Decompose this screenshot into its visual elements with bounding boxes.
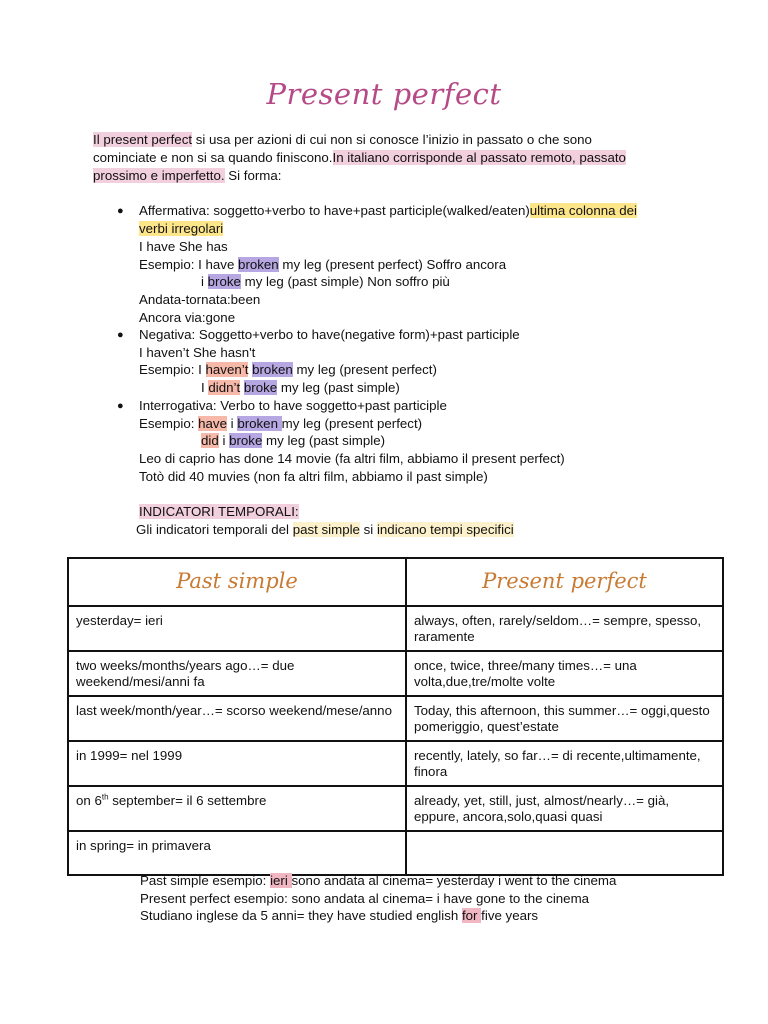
highlight-for: for	[461, 908, 482, 923]
highlight-broke: broke	[207, 274, 241, 289]
int-line-1: Interrogativa: Verbo to have soggetto+past participle	[139, 398, 447, 413]
cell-present: already, yet, still, just, almost/nearly…= già, eppure, ancora,solo,quasi quasi	[406, 786, 723, 831]
neg-text: my leg (present perfect)	[292, 362, 437, 377]
cell-present: always, often, rarely/seldom…= sempre, spesso, raramente	[406, 606, 723, 651]
bullet-icon: ●	[117, 400, 124, 412]
example-text: Past simple esempio:	[140, 873, 271, 888]
highlight-broken: broken	[238, 257, 279, 272]
highlight-specific: indicano tempi specifici	[376, 522, 514, 537]
intro-text: si usa per azioni di cui non si conosce l’inizio in passato o che sono	[192, 132, 592, 147]
cell-present: Today, this afternoon, this summer…= oggi,questo pomeriggio, quest’estate	[406, 696, 723, 741]
example-line-3	[140, 907, 538, 925]
indicators-line	[136, 521, 514, 539]
intro-line-1	[93, 131, 592, 149]
aff-line-7: Ancora via:gone	[139, 310, 236, 325]
table-row	[68, 831, 723, 875]
aff-text: Esempio: I have	[139, 257, 239, 272]
highlight-broken: broken	[237, 416, 282, 431]
highlight-present-perfect: Il present perfect	[93, 132, 193, 147]
intro-line-3	[93, 167, 281, 185]
int-text: i	[218, 433, 230, 448]
aff-text: my leg (present perfect) Soffro ancora	[278, 257, 507, 272]
cell-past: last week/month/year…= scorso weekend/mese/anno	[68, 696, 406, 741]
cell-present: once, twice, three/many times…= una volta,due,tre/molte volte	[406, 651, 723, 696]
highlight-broken: broken	[252, 362, 293, 377]
highlight-didnt: didn’t	[208, 380, 241, 395]
highlight-did: did	[201, 433, 219, 448]
neg-line-1: Negativa: Soggetto+verbo to have(negative form)+past participle	[139, 327, 520, 342]
highlight-tenses: prossimo e imperfetto.	[93, 168, 225, 183]
highlight-past-simple: past simple	[292, 522, 360, 537]
table-row	[68, 786, 723, 831]
header-past-simple: Past simple	[68, 558, 406, 606]
ordinal-suffix: th	[101, 792, 109, 802]
neg-text: Esempio: I	[139, 362, 206, 377]
int-line-5: Totò did 40 muvies (non fa altri film, abbiamo il past simple)	[139, 469, 488, 484]
int-line-2	[139, 415, 422, 433]
cell-past: in spring= in primavera	[68, 831, 406, 875]
table-header-row	[68, 558, 723, 606]
aff-text: my leg (past simple) Non soffro più	[240, 274, 450, 289]
aff-line-1	[139, 202, 637, 220]
highlight-heading: INDICATORI TEMPORALI:	[139, 504, 299, 519]
table-row	[68, 651, 723, 696]
highlight-have: have	[198, 416, 227, 431]
table-row	[68, 696, 723, 741]
aff-line-3: I have She has	[139, 239, 228, 254]
table-row	[68, 741, 723, 786]
example-text: five years	[481, 908, 539, 923]
indicators-text: si	[359, 522, 377, 537]
intro-text: Si forma:	[224, 168, 282, 183]
int-text: i	[226, 416, 238, 431]
int-text: Esempio:	[139, 416, 199, 431]
cell-past: in 1999= nel 1999	[68, 741, 406, 786]
highlight-irregular: ultima colonna dei	[529, 203, 637, 218]
int-line-3	[201, 432, 385, 450]
aff-line-4	[139, 256, 506, 274]
cell-present: recently, lately, so far…= di recente,ultimamente, finora	[406, 741, 723, 786]
cell-past	[68, 786, 406, 831]
int-text: my leg (past simple)	[262, 433, 386, 448]
bullet-icon: ●	[117, 205, 124, 217]
cell-text: on 6	[76, 793, 102, 808]
intro-text: cominciate e non si sa quando finiscono.	[93, 150, 333, 165]
int-line-4: Leo di caprio has done 14 movie (fa altri film, abbiamo il present perfect)	[139, 451, 565, 466]
aff-line-2	[139, 220, 223, 238]
neg-line-2: I haven’t She hasn't	[139, 345, 256, 360]
tenses-table	[67, 557, 724, 876]
highlight-havent: haven’t	[205, 362, 249, 377]
highlight-italian: In italiano corrisponde al passato remoto, passato	[332, 150, 626, 165]
cell-present	[406, 831, 723, 875]
page-title: Present perfect	[266, 77, 502, 111]
example-line-2: Present perfect esempio: sono andata al cinema= i have gone to the cinema	[140, 891, 590, 906]
aff-line-6: Andata-tornata:been	[139, 292, 261, 307]
highlight-irregular-cont: verbi irregolari	[139, 221, 224, 236]
example-text: Studiano inglese da 5 anni= they have studied english	[140, 908, 462, 923]
bullet-icon: ●	[117, 329, 124, 341]
intro-line-2	[93, 149, 626, 167]
table-row	[68, 606, 723, 651]
indicators-text: Gli indicatori temporali del	[136, 522, 293, 537]
highlight-broke: broke	[229, 433, 263, 448]
highlight-broke: broke	[243, 380, 278, 395]
highlight-ieri: ieri	[270, 873, 292, 888]
int-text: my leg (present perfect)	[281, 416, 423, 431]
neg-line-3	[139, 361, 437, 379]
indicators-heading	[139, 503, 299, 521]
cell-past: yesterday= ieri	[68, 606, 406, 651]
aff-text: i	[201, 274, 208, 289]
cell-past: two weeks/months/years ago…= due weekend/mesi/anni fa	[68, 651, 406, 696]
neg-text: I	[201, 380, 209, 395]
aff-line-5	[201, 273, 450, 291]
header-present-perfect: Present perfect	[406, 558, 723, 606]
neg-line-4	[201, 379, 400, 397]
cell-text: september= il 6 settembre	[108, 793, 267, 808]
example-line-1	[140, 872, 616, 890]
aff-text: Affermativa: soggetto+verbo to have+past participle(walked/eaten)	[139, 203, 530, 218]
neg-text: my leg (past simple)	[277, 380, 400, 395]
example-text: sono andata al cinema= yesterday i went to the cinema	[291, 873, 617, 888]
